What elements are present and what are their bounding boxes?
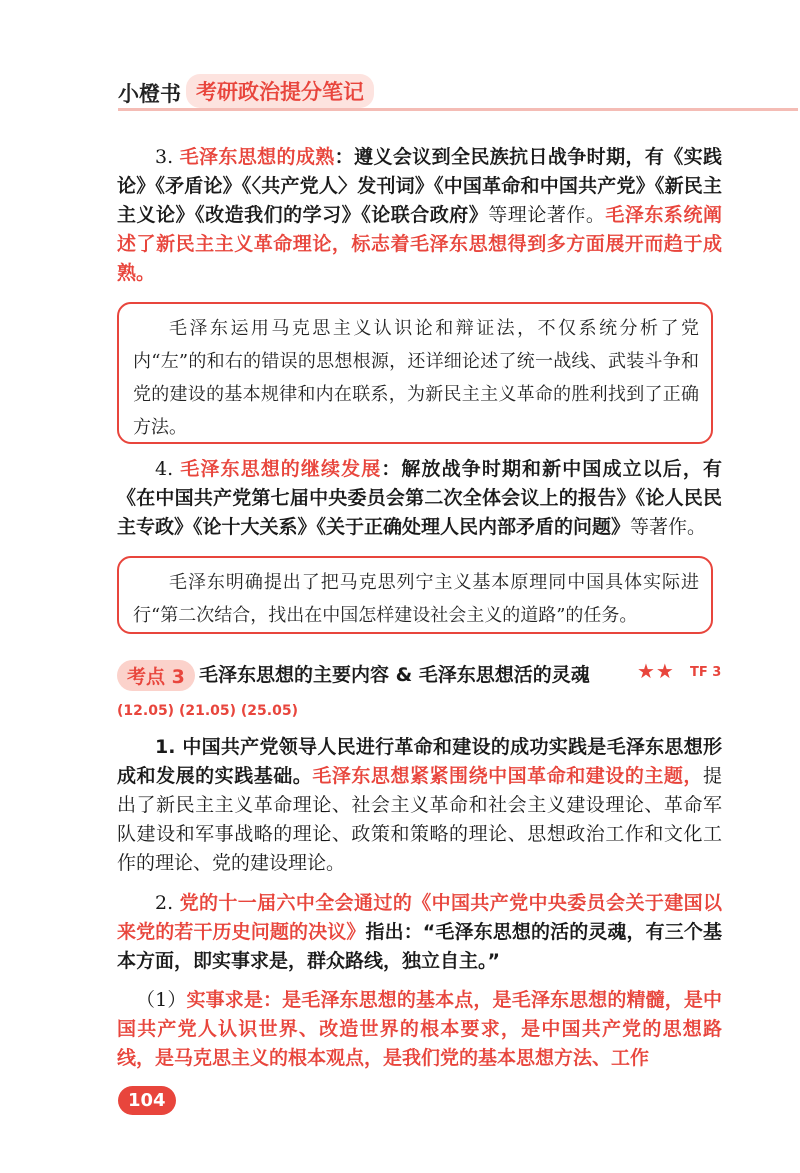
key-point-heading [117,658,722,692]
item-number: 2. [155,892,174,914]
bold-text: 指出：“毛泽东思想的活的灵魂，有三个基本方面，即实事求是，群众路线，独立自主。” [117,921,722,972]
highlight-text: 实事求是：是毛泽东思想的基本点，是毛泽东思想的精髓，是中国共产党人认识世界、改造世界的根本要求，是中国共产党的思想路线，是马克思主义的根本观点，是我们党的基本思想方法、工作 [117,989,722,1069]
bold-text: 1. 中国共产党领导人民进行革命和建设的成功实践是毛泽东思想形成和发展的实践基础。 [117,736,722,787]
highlight-text: 毛泽东思想紧紧围绕中国革命和建设的主题， [312,765,703,787]
plain-text: 等理论著作。 [488,204,606,226]
highlight-text: 毛泽东系统阐述了新民主主义革命理论，标志着毛泽东思想得到多方面展开而趋于成熟。 [117,204,722,284]
paragraph-seek-truth [117,986,722,1073]
section-label: 毛泽东思想的继续发展 [180,458,382,480]
page-header [118,74,798,114]
paragraph-practice-basis [117,733,722,878]
paragraph-development [117,455,722,542]
highlight-text: 党的十一届六中全会通过的《中国共产党中央委员会关于建国以来党的若干历史问题的决议》 [117,892,722,943]
bold-text: ：解放战争时期和新中国成立以后，有《在中国共产党第七届中央委员会第二次全体会议上的报告》《论人民民主专政》《论十大关系》《关于正确处理人民内部矛盾的问题》 [117,458,722,538]
exam-years: (12.05) (21.05) (25.05) [117,703,298,719]
bold-text: ：遵义会议到全民族抗日战争时期，有《实践论》《矛盾论》《〈共产党人〉发刊词》《中国革命和中国共产党》《新民主主义论》《改造我们的学习》《论联合政府》 [117,146,722,226]
series-title: 考研政治提分笔记 [186,74,374,108]
exam-frequency: TF 3 [690,665,722,680]
note-box-2 [117,556,713,634]
item-number: （1） [136,989,187,1011]
header-rule [118,108,798,111]
plain-text: 提出了新民主主义革命理论、社会主义革命和社会主义建设理论、革命军队建设和军事战略的理论、政策和策略的理论、思想政治工作和文化工作的理论、党的建设理论。 [117,765,722,874]
note-text: 毛泽东运用马克思主义认识论和辩证法，不仅系统分析了党内“左”的和右的错误的思想根源，还详细论述了统一战线、武装斗争和党的建设的基本规律和内在联系，为新民主主义革命的胜利找到了正确方法。 [133,318,699,438]
section-label: 毛泽东思想的成熟 [179,146,335,168]
page-number: 104 [118,1086,176,1115]
paragraph-maturity [117,143,722,288]
plain-text: 等著作。 [630,516,707,538]
note-text: 毛泽东明确提出了把马克思列宁主义基本原理同中国具体实际进行“第二次结合，找出在中国怎样建设社会主义的道路”的任务。 [133,572,699,626]
note-box-1 [117,302,713,444]
key-point-title: 毛泽东思想的主要内容 & 毛泽东思想活的灵魂 [199,664,590,686]
star-rating-icon: ★★ [637,659,675,683]
item-number: 4. [155,458,174,480]
key-point-badge: 考点 3 [117,660,195,691]
item-number: 3. [155,146,174,168]
brand-name: 小橙书 [118,82,181,106]
paragraph-living-soul [117,889,722,976]
